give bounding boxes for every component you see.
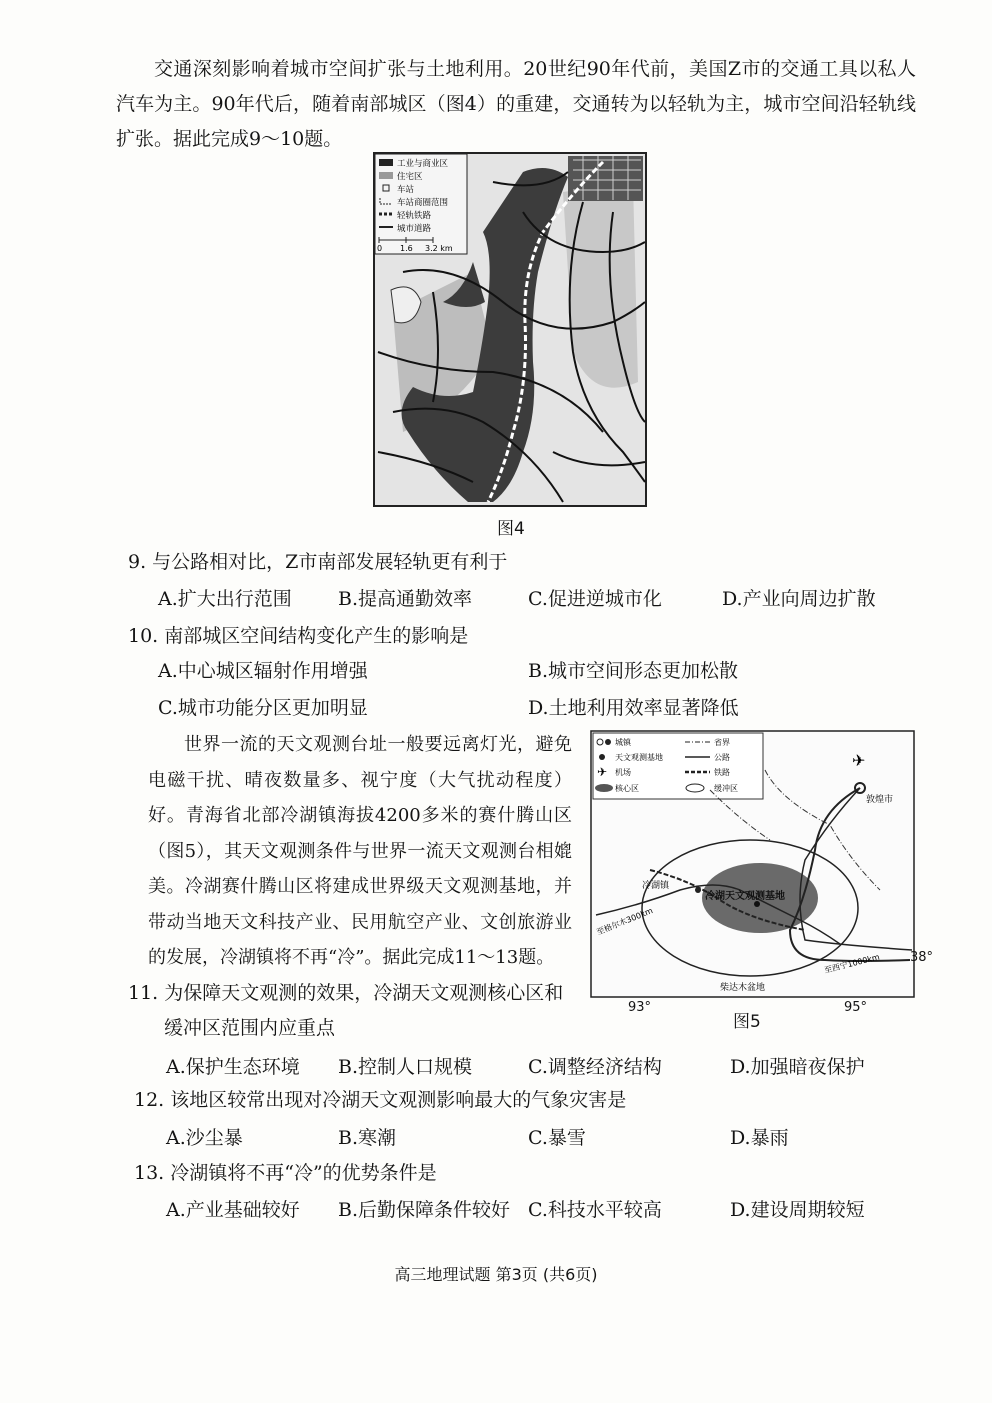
q10-option-b: B.城市空间形态更加松散 bbox=[528, 660, 739, 682]
q9-option-d: D.产业向周边扩散 bbox=[722, 588, 876, 610]
q13-stem: 13. 冷湖镇将不再“冷”的优势条件是 bbox=[134, 1162, 437, 1184]
fig4-legend-3: 车站 bbox=[397, 185, 415, 195]
label-base: 冷湖天文观测基地 bbox=[705, 891, 785, 902]
q9-option-b: B.提高通勤效率 bbox=[338, 588, 473, 610]
q13-option-b: B.后勤保障条件较好 bbox=[338, 1199, 511, 1221]
figure-5-svg bbox=[590, 730, 915, 998]
fig4-legend-5: 轻轨铁路 bbox=[397, 211, 432, 221]
fig5-legend-airport-icon: ✈ bbox=[597, 765, 608, 779]
label-lenghu: 冷湖镇 bbox=[642, 881, 670, 891]
q13-option-c: C.科技水平较高 bbox=[528, 1199, 662, 1221]
figure-4-caption: 图4 bbox=[497, 519, 525, 539]
passage-2-text: 世界一流的天文观测台址一般要远离灯光，避免电磁干扰、晴夜数量多、视宁度（大气扰动程度）好。青海省北部冷湖镇海拔4200多米的赛什腾山区（图5），其天文观测条件与世界一流天文观测台相媲美。冷湖赛什腾山区将建成世界级天文观测基地，并带动当地天文科技产业、民用航空产业、文创旅游业的发展，冷湖镇将不再“冷”。据此完成11～13题。 bbox=[148, 734, 572, 968]
q11-option-c: C.调整经济结构 bbox=[528, 1056, 662, 1078]
q9-option-c: C.促进逆城市化 bbox=[528, 588, 662, 610]
label-to-xining: 至西宁1000km bbox=[823, 952, 881, 975]
fig5-legend-town: 城镇 bbox=[615, 738, 631, 747]
fig5-legend-road: 公路 bbox=[714, 753, 730, 762]
fig4-scale-2: 3.2 km bbox=[425, 244, 453, 253]
q11-option-d: D.加强暗夜保护 bbox=[730, 1056, 865, 1078]
fig4-legend-1: 工业与商业区 bbox=[397, 159, 449, 169]
label-to-golmud: 至格尔木300km bbox=[595, 906, 655, 937]
fig5-legend-core: 核心区 bbox=[615, 784, 639, 793]
label-lat-38: 38° bbox=[910, 950, 934, 965]
intro-text: 交通深刻影响着城市空间扩张与土地利用。20世纪90年代前，美国Z市的交通工具以私人汽车为主。90年代后，随着南部城区（图4）的重建，交通转为以轻轨为主，城市空间沿轻轨线扩张。据此完成9～10题。 bbox=[116, 58, 916, 150]
q12-option-a: A.沙尘暴 bbox=[166, 1127, 243, 1149]
fig4-scale-1: 1.6 bbox=[400, 244, 413, 253]
q10-stem: 10. 南部城区空间结构变化产生的影响是 bbox=[128, 625, 469, 647]
figure-4-map bbox=[373, 152, 647, 507]
passage-2 bbox=[148, 727, 572, 976]
label-lon-93: 93° bbox=[628, 1000, 652, 1015]
q12-option-c: C.暴雪 bbox=[528, 1127, 586, 1149]
label-dunhuang: 敦煌市 bbox=[866, 795, 894, 805]
q10-option-c: C.城市功能分区更加明显 bbox=[158, 697, 368, 719]
q12-option-d: D.暴雨 bbox=[730, 1127, 789, 1149]
q9-option-a: A.扩大出行范围 bbox=[158, 588, 292, 610]
q11-option-b: B.控制人口规模 bbox=[338, 1056, 473, 1078]
fig4-legend-4: 车站商圈范围 bbox=[397, 198, 449, 208]
label-basin: 柴达木盆地 bbox=[720, 983, 766, 993]
fig4-scale-0: 0 bbox=[377, 244, 383, 253]
q11-stem-line1: 11. 为保障天文观测的效果，冷湖天文观测核心区和 bbox=[128, 982, 564, 1004]
fig5-legend-airport: 机场 bbox=[615, 768, 631, 777]
q13-option-d: D.建设周期较短 bbox=[730, 1199, 865, 1221]
fig5-legend-border: 省界 bbox=[714, 738, 730, 747]
q11-stem-line2: 缓冲区范围内应重点 bbox=[164, 1017, 336, 1039]
figure-4-svg bbox=[373, 152, 647, 507]
fig5-legend-base: 天文观测基地 bbox=[615, 753, 663, 762]
q12-option-b: B.寒潮 bbox=[338, 1127, 397, 1149]
fig4-legend-2: 住宅区 bbox=[397, 172, 423, 182]
q10-option-a: A.中心城区辐射作用增强 bbox=[158, 660, 368, 682]
figure-5-map bbox=[590, 730, 915, 998]
intro-passage bbox=[116, 52, 916, 157]
dunhuang-airport-icon: ✈ bbox=[852, 751, 866, 770]
q11-option-a: A.保护生态环境 bbox=[166, 1056, 300, 1078]
label-lon-95: 95° bbox=[844, 1000, 868, 1015]
fig4-legend-6: 城市道路 bbox=[397, 224, 432, 234]
fig5-legend-buffer: 缓冲区 bbox=[714, 784, 738, 793]
q9-stem: 9. 与公路相对比，Z市南部发展轻轨更有利于 bbox=[128, 551, 508, 573]
q12-stem: 12. 该地区较常出现对冷湖天文观测影响最大的气象灾害是 bbox=[134, 1089, 627, 1111]
page-footer: 高三地理试题 第3页 (共6页) bbox=[394, 1265, 598, 1284]
fig5-legend-rail: 铁路 bbox=[714, 768, 730, 777]
figure-5-caption: 图5 bbox=[733, 1012, 761, 1032]
q13-option-a: A.产业基础较好 bbox=[166, 1199, 300, 1221]
q10-option-d: D.土地利用效率显著降低 bbox=[528, 697, 739, 719]
